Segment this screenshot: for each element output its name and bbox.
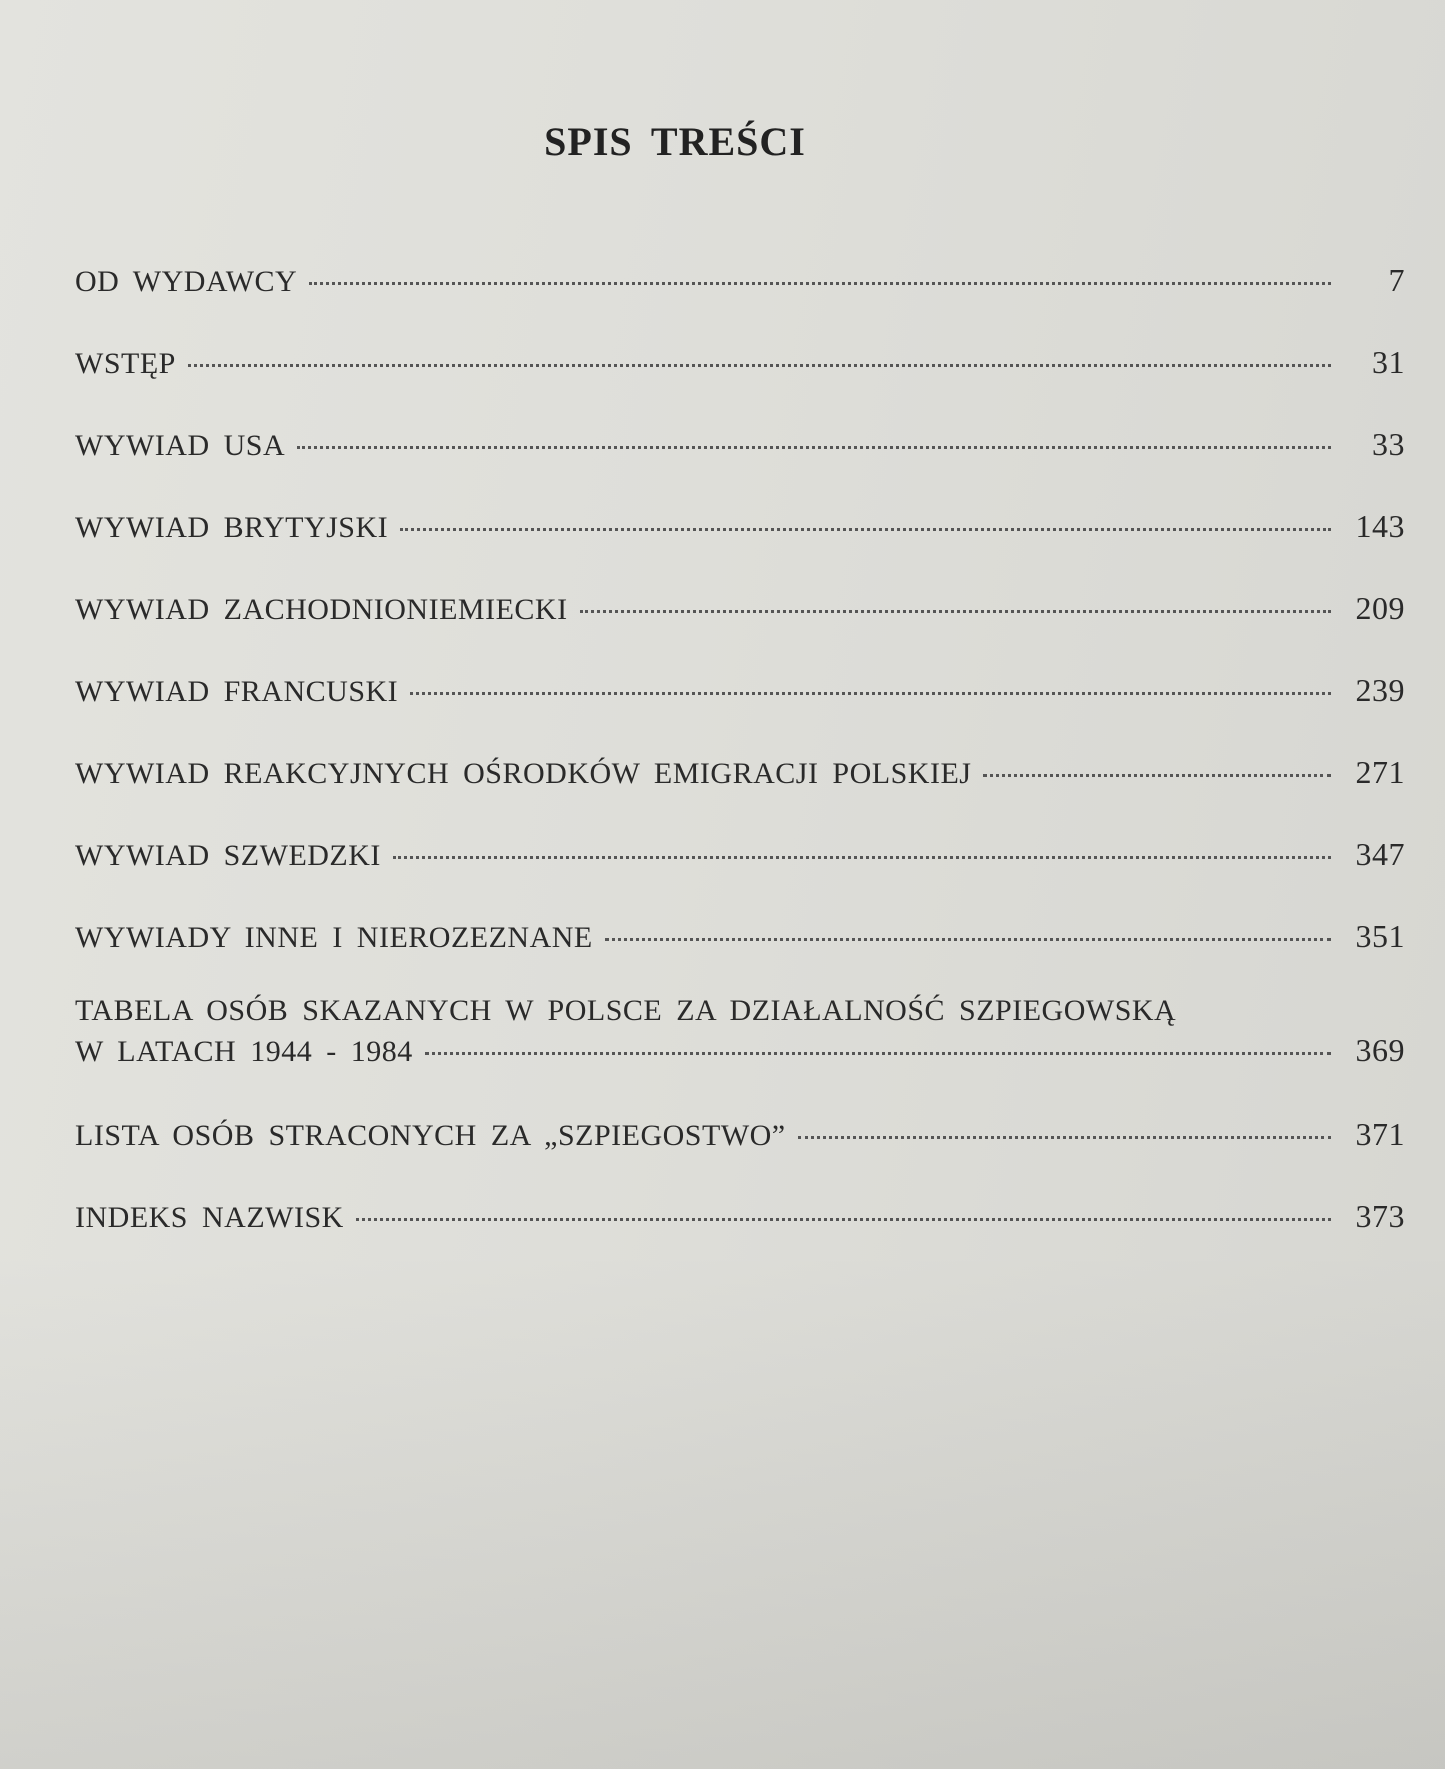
toc-entry bbox=[75, 590, 1405, 627]
toc-entry bbox=[75, 994, 1405, 1069]
toc-entry bbox=[75, 344, 1405, 381]
toc-entry-label: WYWIAD REAKCYJNYCH OŚRODKÓW EMIGRACJI POLSKIEJ bbox=[75, 757, 972, 790]
toc-entry-page: 143 bbox=[1355, 508, 1405, 544]
toc-entry-page: 209 bbox=[1355, 590, 1405, 626]
toc-entry-label: WYWIAD SZWEDZKI bbox=[75, 839, 381, 872]
dot-leader bbox=[798, 1136, 1331, 1139]
toc-entry bbox=[75, 918, 1405, 955]
toc-entry-page: 371 bbox=[1355, 1116, 1405, 1152]
toc-entry-label: OD WYDAWCY bbox=[75, 265, 298, 298]
dot-leader bbox=[297, 446, 1331, 449]
toc-entry-page: 373 bbox=[1355, 1198, 1405, 1234]
toc-entry-label: WYWIAD USA bbox=[75, 429, 286, 462]
dot-leader bbox=[356, 1218, 1331, 1221]
dot-leader bbox=[605, 938, 1331, 941]
toc-entry-page: 351 bbox=[1355, 918, 1405, 954]
toc-entry bbox=[75, 1116, 1405, 1153]
dot-leader bbox=[188, 364, 1331, 367]
toc-entry-label: WSTĘP bbox=[75, 347, 176, 380]
toc-entry-label: W LATACH 1944 - 1984 bbox=[75, 1035, 413, 1068]
toc-entry-label-line1: TABELA OSÓB SKAZANYCH W POLSCE ZA DZIAŁALNOŚĆ SZPIEGOWSKĄ bbox=[75, 994, 1177, 1027]
toc-entry bbox=[75, 262, 1405, 299]
dot-leader bbox=[425, 1052, 1331, 1055]
toc-entry-page: 271 bbox=[1355, 754, 1405, 790]
toc-entry-page: 33 bbox=[1372, 426, 1405, 462]
page-title: SPIS TREŚCI bbox=[544, 119, 806, 164]
toc-entry-label: WYWIADY INNE I NIEROZEZNANE bbox=[75, 921, 593, 954]
dot-leader bbox=[309, 282, 1331, 285]
toc-entry-page: 347 bbox=[1355, 836, 1405, 872]
toc-entry bbox=[75, 1198, 1405, 1235]
toc-entry-label: WYWIAD BRYTYJSKI bbox=[75, 511, 389, 544]
dot-leader bbox=[580, 610, 1331, 613]
toc-entry-page: 239 bbox=[1355, 672, 1405, 708]
toc-entry-label: LISTA OSÓB STRACONYCH ZA „SZPIEGOSTWO” bbox=[75, 1119, 786, 1152]
dot-leader bbox=[393, 856, 1331, 859]
dot-leader bbox=[983, 774, 1331, 777]
dot-leader bbox=[410, 692, 1331, 695]
toc-entry bbox=[75, 508, 1405, 545]
toc-entry-page: 369 bbox=[1355, 1032, 1405, 1068]
toc-entry-page: 31 bbox=[1372, 344, 1405, 380]
toc-entry-label: WYWIAD ZACHODNIONIEMIECKI bbox=[75, 593, 568, 626]
toc-entry-page: 7 bbox=[1388, 262, 1405, 298]
toc-entry bbox=[75, 754, 1405, 791]
toc-entry bbox=[75, 672, 1405, 709]
toc-entry bbox=[75, 426, 1405, 463]
dot-leader bbox=[400, 528, 1331, 531]
toc-entry-label: INDEKS NAZWISK bbox=[75, 1201, 344, 1234]
toc-entry-label: WYWIAD FRANCUSKI bbox=[75, 675, 399, 708]
toc-entry bbox=[75, 836, 1405, 873]
